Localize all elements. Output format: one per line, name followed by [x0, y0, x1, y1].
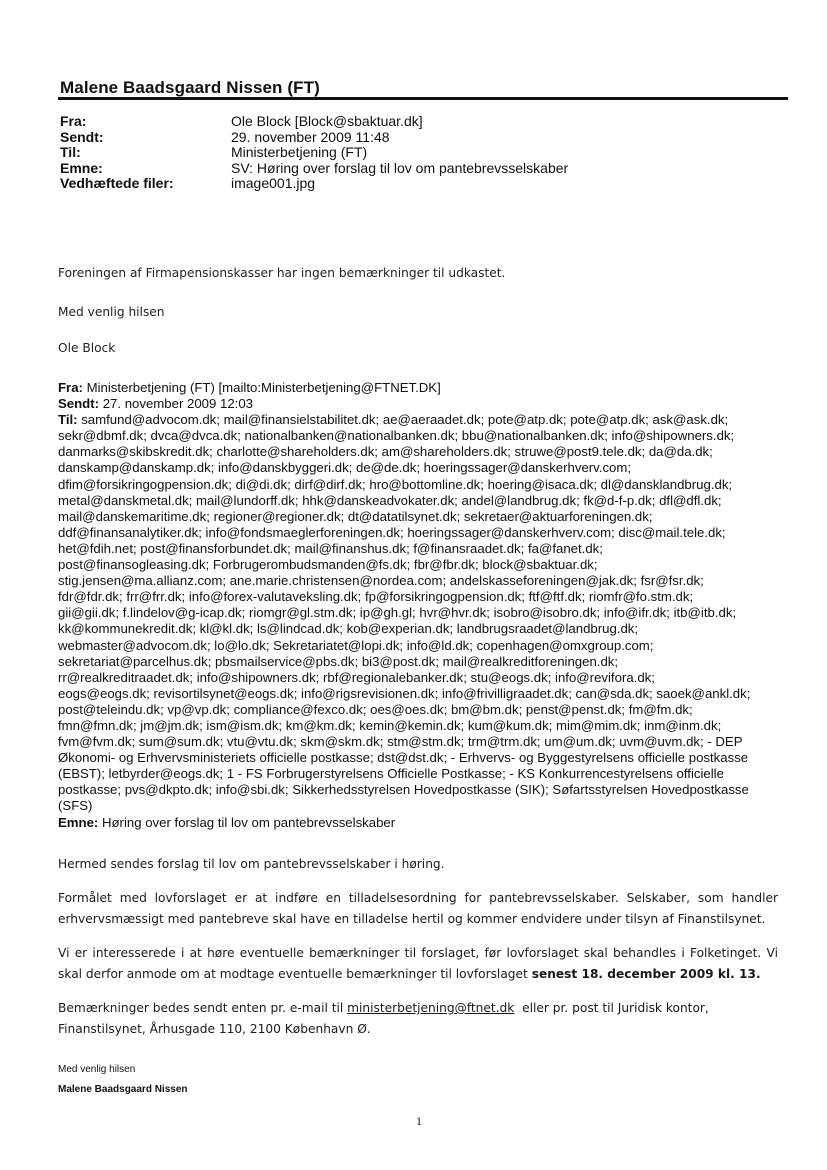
- recipient-text: samfund@advocom.dk; mail@finansielstabilitet.dk; ae@aeraadet.dk; pote@atp.dk; pote@atp.dk; ask@ask.dk;: [77, 412, 729, 428]
- recipient-line: fdr@fdr.dk; frr@frr.dk; info@forex-valutaveksling.dk; fp@forsikringogpension.dk; ftf@ftf.dk; riomfr@fo.stm.dk;: [58, 589, 694, 605]
- recipient-line: danskamp@danskamp.dk; info@danskbyggeri.dk; de@de.dk; hoeringssager@danskerhverv.com;: [58, 460, 632, 476]
- header-row-subject: [60, 161, 568, 177]
- recipient-line: dfim@forsikringogpension.dk; di@di.dk; dirf@dirf.dk; hro@bottomline.dk; hoering@isaca.dk; dl@dansklandbrug.dk;: [58, 476, 733, 492]
- reply-signature: Ole Block: [58, 341, 116, 355]
- to-value: Ministerbetjening (FT): [231, 144, 368, 161]
- forwarded-subject-value: Høring over forslag til lov om pantebrevsselskaber: [98, 814, 396, 830]
- sent-label: Sendt:: [60, 128, 104, 145]
- body-paragraph-deadline: [58, 943, 778, 985]
- contact-line-1-pre: Bemærkninger bedes sendt enten pr. e-mail til: [58, 1001, 348, 1015]
- header-divider: [58, 97, 788, 100]
- body-intro-text: Hermed sendes forslag til lov om pantebrevsselskaber i høring.: [58, 857, 445, 871]
- recipient-line: Økonomi- og Erhvervsministeriets officielle postkasse; dst@dst.dk; - Erhvervs- og Byggestyrelsens officielle postkasse: [58, 750, 749, 766]
- body-paragraph-intro: [58, 854, 778, 875]
- recipient-line: postkasse; pvs@dkpto.dk; info@sbi.dk; Sikkerhedsstyrelsen Hovedpostkasse (SIK); Søfartsstyrelsen Hovedpostkasse: [58, 782, 749, 798]
- recipient-line: post@teleindu.dk; vp@vp.dk; compliance@fexco.dk; oes@oes.dk; bm@bm.dk; penst@penst.dk; fm@fm.dk;: [58, 701, 693, 717]
- forwarded-from-value: Ministerbetjening (FT) [mailto:Ministerbetjening@FTNET.DK]: [82, 380, 441, 395]
- subject-value: SV: Høring over forslag til lov om pantebrevsselskaber: [231, 159, 569, 176]
- recipient-line: webmaster@advocom.dk; lo@lo.dk; Sekretariatet@lopi.dk; info@ld.dk; copenhagen@omxgroup.com;: [58, 637, 654, 653]
- recipient-line: gii@gii.dk; f.lindelov@g-icap.dk; riomgr@gl.stm.dk; ip@gh.gl; hvr@hvr.dk; isobro@isobro.dk; info@ifr.dk; itb@itb.dk;: [58, 605, 737, 621]
- recipient-line: rr@realkreditraadet.dk; info@shipowners.dk; rbf@regionalebanker.dk; stu@eogs.dk; info@revifora.dk;: [58, 669, 655, 685]
- recipient-line: stig.jensen@ma.allianz.com; ane.marie.christensen@nordea.com; andelskasseforeningen@jak.dk; fsr@fsr.dk;: [58, 573, 704, 589]
- recipient-line: danmarks@skibskredit.dk; charlotte@shareholders.dk; am@shareholders.dk; struwe@post9.tele.dk; da@da.dk;: [58, 444, 713, 460]
- header-row-attachments: [60, 176, 568, 192]
- body-paragraph-purpose: [58, 888, 778, 930]
- recipient-line: metal@danskmetal.dk; mail@lundorff.dk; hhk@danskeadvokater.dk; andel@landbrug.dk; fk@d-f-p.dk; dfl@dfl.dk;: [58, 492, 722, 508]
- sent-value: 29. november 2009 11:48: [231, 128, 390, 145]
- forwarded-sent-label: Sendt:: [58, 396, 100, 412]
- recipient-line: post@finansogleasing.dk; Forbrugerombudsmanden@fs.dk; fbr@fbr.dk; block@sbaktuar.dk;: [58, 557, 598, 573]
- forwarded-subject-line: [58, 815, 770, 831]
- recipient-line: sekretariat@parcelhus.dk; pbsmailservice@pbs.dk; bi3@post.dk; mail@realkreditforeningen.dk;: [58, 653, 619, 669]
- recipient-line: kk@kommunekredit.dk; kl@kl.dk; ls@lindcad.dk; kob@experian.dk; landbrugsraadet@landbrug.dk;: [58, 621, 639, 637]
- attachments-label: Vedhæftede filer:: [60, 175, 174, 192]
- deadline-line-2: skal derfor anmode om at modtage eventuelle bemærkninger til lovforslaget: [58, 967, 532, 981]
- forwarded-from-line: [58, 380, 770, 396]
- forwarded-sent-line: [58, 396, 770, 412]
- purpose-line-1: Formålet med lovforslaget er at indføre en tilladelsesordning for pantebrevsselskaber. Selskaber, som handler: [58, 891, 778, 905]
- header-row-to: [60, 145, 568, 161]
- recipient-line: ddf@finansanalytiker.dk; info@fondsmaeglerforeningen.dk; hoeringssager@danskerhverv.com; disc@mail.tele.dk;: [58, 524, 726, 540]
- to-label: Til:: [60, 144, 81, 161]
- contact-line-2: Finanstilsynet, Århusgade 110, 2100 København Ø.: [58, 1022, 371, 1036]
- email-header-block: [60, 114, 568, 192]
- reply-greeting: Med venlig hilsen: [58, 305, 165, 319]
- forwarded-header: [58, 380, 770, 831]
- from-value: Ole Block [Block@sbaktuar.dk]: [231, 113, 423, 129]
- page-number: 1: [416, 1114, 422, 1128]
- recipient-line: eogs@eogs.dk; revisortilsynet@eogs.dk; info@rigsrevisionen.dk; info@frivilligraadet.dk; can@sda.dk; saoek@ankl.dk;: [58, 685, 751, 701]
- contact-email-link[interactable]: ministerbetjening@ftnet.dk: [347, 1001, 515, 1015]
- contact-line-1-post: eller pr. post til Juridisk kontor,: [514, 1001, 709, 1015]
- from-label: Fra:: [60, 113, 87, 129]
- header-row-sent: [60, 130, 568, 146]
- recipient-line: mail@danskemaritime.dk; regioner@regioner.dk; dt@datatilsynet.dk; sekretaer@aktuarforeningen.dk;: [58, 508, 653, 524]
- reply-text: Foreningen af Firmapensionskasser har ingen bemærkninger til udkastet.: [58, 266, 506, 280]
- message-body: [58, 854, 778, 1053]
- recipient-line: fmn@fmn.dk; jm@jm.dk; ism@ism.dk; km@km.dk; kemin@kemin.dk; kum@kum.dk; mim@mim.dk; inm@inm.dk;: [58, 717, 722, 733]
- recipient-line: fvm@fvm.dk; sum@sum.dk; vtu@vtu.dk; skm@skm.dk; stm@stm.dk; trm@trm.dk; um@um.dk; uvm@uvm.dk; - DEP: [58, 734, 743, 750]
- forwarded-sent-value: 27. november 2009 12:03: [99, 396, 253, 412]
- header-row-from: [60, 114, 568, 130]
- forwarded-subject-label: Emne:: [58, 814, 99, 830]
- document-owner-name: Malene Baadsgaard Nissen (FT): [60, 78, 320, 97]
- recipient-line: [58, 412, 770, 428]
- attachment-filename: image001.jpg: [231, 175, 316, 192]
- recipient-line: het@fdih.net; post@finansforbundet.dk; mail@finanshus.dk; f@finansraadet.dk; fa@fanet.dk;: [58, 540, 603, 556]
- deadline-date: senest 18. december 2009 kl. 13.: [531, 967, 761, 981]
- recipient-line: (EBST); letbyrder@eogs.dk; 1 - FS Forbrugerstyrelsens Officielle Postkasse; - KS Konkurrencestyrelsens officielle: [58, 766, 724, 782]
- signature-name: Malene Baadsgaard Nissen: [58, 1084, 188, 1095]
- deadline-line-1: Vi er interesserede i at høre eventuelle bemærkninger til forslaget, før lovforslaget skal behandles i Folketinget. Vi: [58, 946, 778, 960]
- purpose-line-2: erhvervsmæssigt med pantebreve skal have en tilladelse hertil og kommer endvidere under tilsyn af Finanstilsynet.: [58, 912, 766, 926]
- signature-greeting: Med venlig hilsen: [58, 1064, 136, 1075]
- body-paragraph-contact: [58, 998, 778, 1040]
- forwarded-from-label: Fra:: [58, 380, 83, 395]
- recipient-line: (SFS): [58, 798, 93, 814]
- recipient-line: sekr@dbmf.dk; dvca@dvca.dk; nationalbanken@nationalbanken.dk; bbu@nationalbanken.dk; info@shipowners.dk;: [58, 428, 735, 444]
- forwarded-to-label: Til:: [58, 412, 78, 428]
- subject-label: Emne:: [60, 159, 103, 176]
